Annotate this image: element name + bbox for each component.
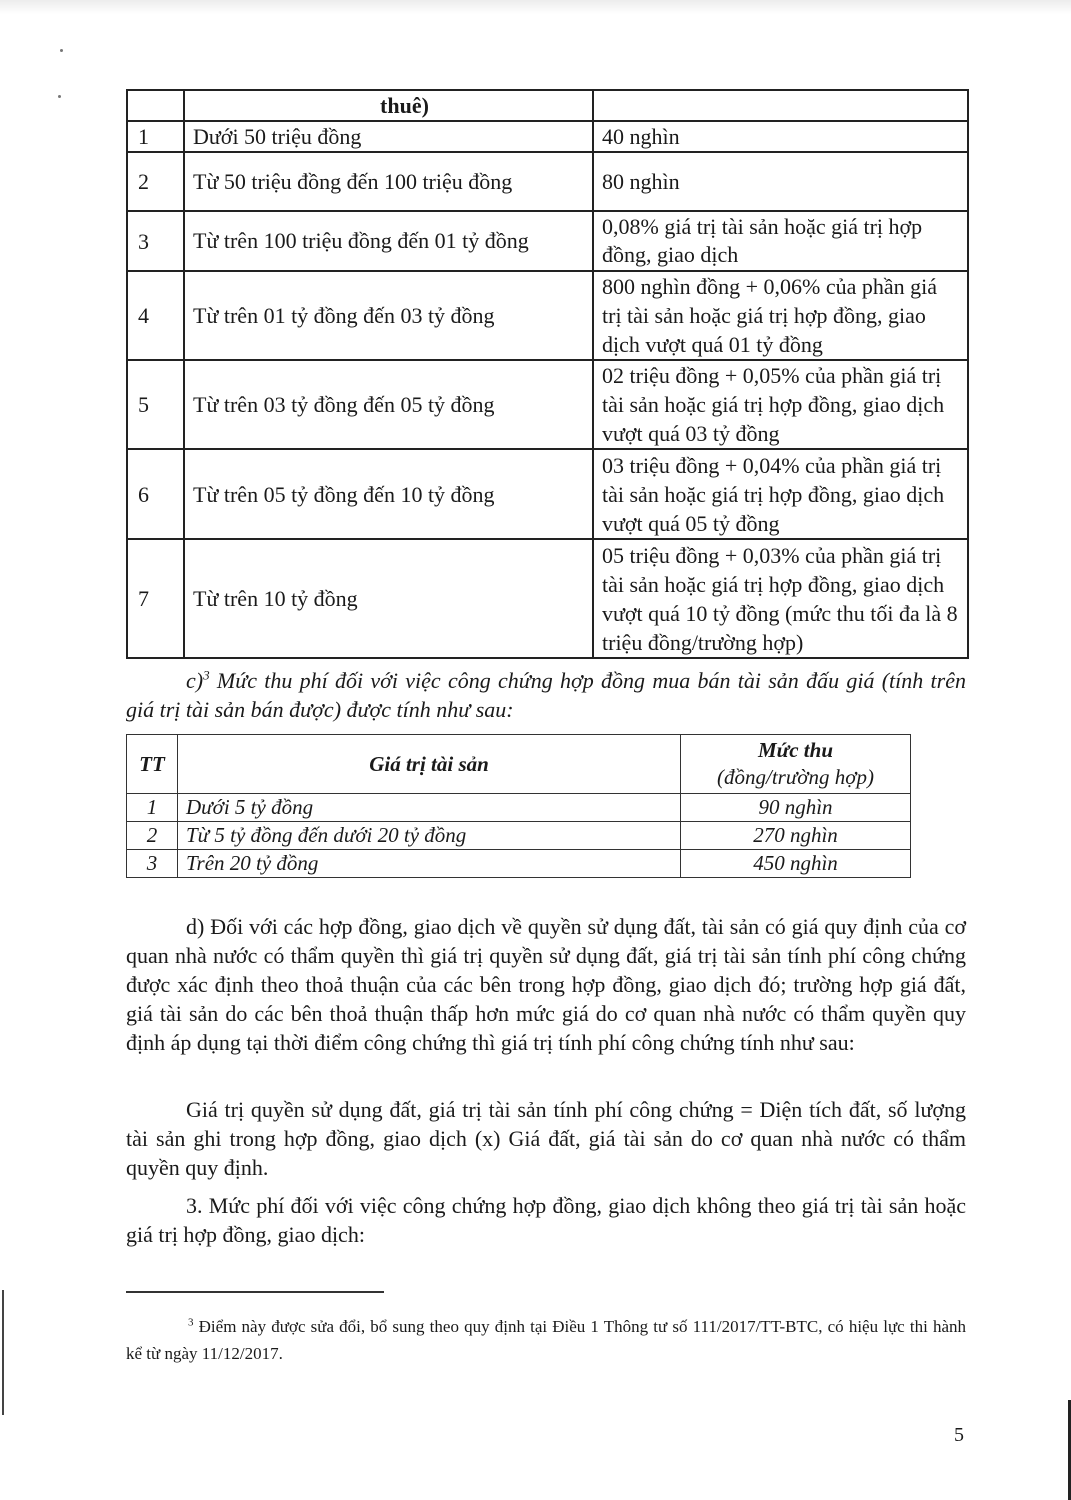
header-fee-title: Mức thu: [757, 738, 834, 762]
value-range: Từ 50 triệu đồng đến 100 triệu đồng: [184, 152, 593, 211]
row-number: 1: [127, 794, 178, 822]
table-cell: [593, 90, 968, 121]
footnote: [126, 1313, 966, 1367]
fee-amount: 270 nghìn: [681, 822, 911, 850]
value-range: Từ trên 01 tỷ đồng đến 03 tỷ đồng: [184, 271, 593, 360]
fee-amount: 0,08% giá trị tài sản hoặc giá trị hợp đồng, giao dịch: [593, 211, 968, 271]
section-c-label: c): [186, 668, 204, 693]
header-fee-unit: (đồng/trường hợp): [717, 765, 874, 789]
fee-amount: 450 nghìn: [681, 850, 911, 878]
row-number: 7: [127, 539, 184, 658]
scan-edge-line: [2, 1290, 4, 1415]
scan-speck: [58, 95, 61, 98]
page-number: 5: [954, 1424, 964, 1446]
table-row: [127, 360, 968, 449]
table-row: [127, 449, 968, 539]
formula-paragraph: Giá trị quyền sử dụng đất, giá trị tài sản tính phí công chứng = Diện tích đất, số lượng tài sản ghi trong hợp đồng, giao dịch (x) Giá đất, giá tài sản do cơ quan nhà nước có thẩm quyền quy định.: [126, 1097, 966, 1180]
header-no: TT: [127, 735, 178, 794]
table-row: [127, 794, 911, 822]
row-number: 3: [127, 850, 178, 878]
fee-amount: 05 triệu đồng + 0,03% của phần giá trị tài sản hoặc giá trị hợp đồng, giao dịch vượt quá 10 tỷ đồng (mức thu tối đa là 8 triệu đồng/trường hợp): [593, 539, 968, 658]
auction-fee-table: [126, 734, 911, 878]
fee-amount: 80 nghìn: [593, 152, 968, 211]
row-number: 1: [127, 121, 184, 152]
header-fee: [681, 735, 911, 794]
table-row: [127, 822, 911, 850]
fee-table-by-value: [126, 89, 969, 659]
value-range: Từ trên 03 tỷ đồng đến 05 tỷ đồng: [184, 360, 593, 449]
fee-amount: 90 nghìn: [681, 794, 911, 822]
row-number: 4: [127, 271, 184, 360]
row-number: 5: [127, 360, 184, 449]
asset-value-range: Dưới 5 tỷ đồng: [178, 794, 681, 822]
section-3-paragraph: 3. Mức phí đối với việc công chứng hợp đồng, giao dịch không theo giá trị tài sản hoặc giá trị hợp đồng, giao dịch:: [126, 1193, 966, 1247]
value-range: Từ trên 100 triệu đồng đến 01 tỷ đồng: [184, 211, 593, 271]
table-row: [127, 539, 968, 658]
table-row: [127, 152, 968, 211]
row-number: 3: [127, 211, 184, 271]
row-number: 2: [127, 822, 178, 850]
footnote-reference[interactable]: 3: [203, 667, 210, 683]
footnote-divider: [126, 1291, 384, 1293]
fee-amount: 800 nghìn đồng + 0,06% của phần giá trị tài sản hoặc giá trị hợp đồng, giao dịch vượt quá 01 tỷ đồng: [593, 271, 968, 360]
header-asset-value: Giá trị tài sản: [178, 735, 681, 794]
table-row: [127, 271, 968, 360]
fee-amount: 40 nghìn: [593, 121, 968, 152]
section-d-paragraph: d) Đối với các hợp đồng, giao dịch về quyền sử dụng đất, tài sản có giá quy định của cơ quan nhà nước có thẩm quyền thì giá trị quyền sử dụng đất, giá trị tài sản tính phí công chứng được xác định theo thoả thuận của các bên trong hợp đồng, giao dịch đó; trường hợp giá đất, giá tài sản do các bên thoả thuận thấp hơn mức giá do cơ quan nhà nước có thẩm quyền quy định áp dụng tại thời điểm công chứng thì giá trị tính phí công chứng tính như sau:: [126, 914, 966, 1055]
scan-shadow: [0, 0, 1071, 14]
footnote-text: Điểm này được sửa đổi, bổ sung theo quy định tại Điều 1 Thông tư số 111/2017/TT-BTC, có hiệu lực thi hành kể từ ngày 11/12/2017.: [126, 1317, 966, 1363]
asset-value-range: Từ 5 tỷ đồng đến dưới 20 tỷ đồng: [178, 822, 681, 850]
table-row: [127, 850, 911, 878]
asset-value-range: Trên 20 tỷ đồng: [178, 850, 681, 878]
table-cell: [127, 90, 184, 121]
scan-speck: [60, 49, 63, 52]
section-c-text: Mức thu phí đối với việc công chứng hợp đồng mua bán tài sản đấu giá (tính trên giá trị tài sản bán được) được tính như sau:: [126, 668, 966, 722]
fee-amount: 03 triệu đồng + 0,04% của phần giá trị tài sản hoặc giá trị hợp đồng, giao dịch vượt quá 05 tỷ đồng: [593, 449, 968, 539]
footnote-marker: 3: [188, 1316, 194, 1329]
table-header-row: [127, 735, 911, 794]
value-range: Dưới 50 triệu đồng: [184, 121, 593, 152]
value-range: Từ trên 10 tỷ đồng: [184, 539, 593, 658]
fee-amount: 02 triệu đồng + 0,05% của phần giá trị tài sản hoặc giá trị hợp đồng, giao dịch vượt quá 03 tỷ đồng: [593, 360, 968, 449]
row-number: 2: [127, 152, 184, 211]
section-c-paragraph: [126, 666, 966, 724]
table-row: [127, 211, 968, 271]
table-header-cell: thuê): [184, 90, 593, 121]
value-range: Từ trên 05 tỷ đồng đến 10 tỷ đồng: [184, 449, 593, 539]
table-header-continuation-row: [127, 90, 968, 121]
row-number: 6: [127, 449, 184, 539]
table-row: [127, 121, 968, 152]
